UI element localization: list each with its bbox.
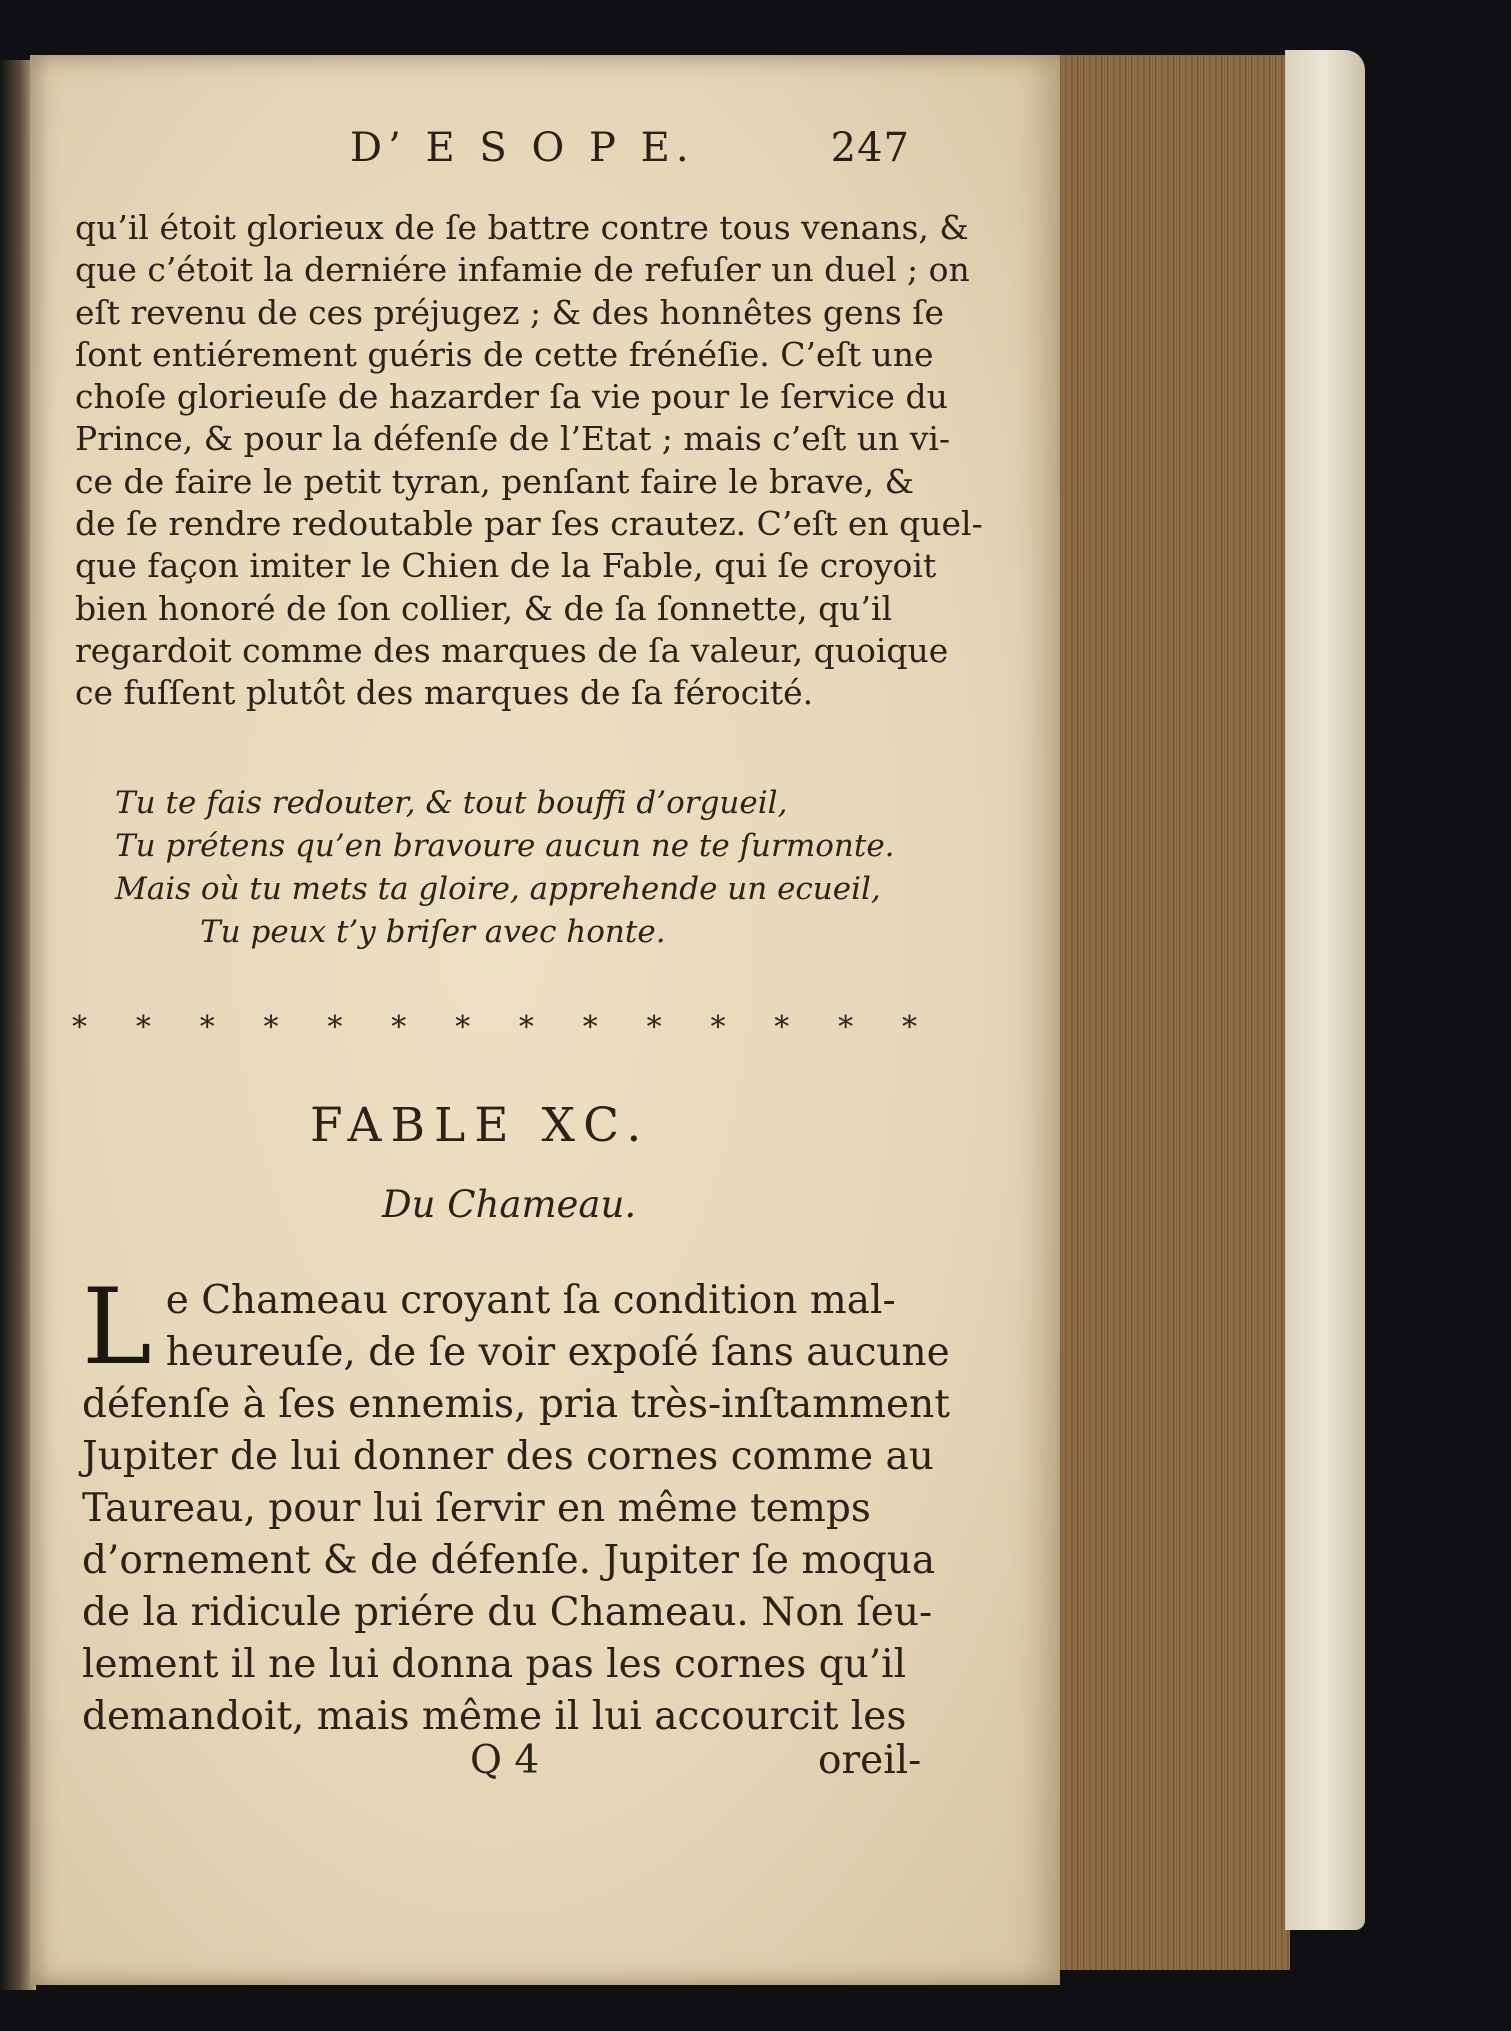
prose-line: Prince, & pour la défenſe de l’Etat ; mais c’eſt un vi- (75, 419, 951, 459)
fable-subtitle: Du Chameau. (382, 1183, 637, 1226)
body-line: défenſe à ſes ennemis, pria très-inſtamment (82, 1382, 950, 1427)
fable-title: FABLE XC. (310, 1098, 651, 1153)
prose-line: choſe glorieuſe de hazarder ſa vie pour le ſervice du (75, 377, 948, 417)
moral-verse (115, 782, 915, 954)
ornament-asterisk: * (901, 1010, 917, 1045)
body-line: de la ridicule priére du Chameau. Non ſeu- (82, 1590, 933, 1635)
verse-line: Tu prétens qu’en bravoure aucun ne te ſurmonte. (115, 828, 895, 864)
prose-line: ce de faire le petit tyran, penſant faire le brave, & (75, 461, 914, 501)
prose-line: ſont entiérement guéris de cette frénéſie. C’eſt une (75, 334, 934, 374)
ornament-asterisk: * (710, 1010, 726, 1045)
prose-line: que c’étoit la derniére infamie de refuſer un duel ; on (75, 250, 970, 290)
body-line: heureuſe, de ſe voir expoſé ſans aucune (165, 1330, 950, 1375)
drop-cap: L (82, 1266, 152, 1388)
vellum-cover-edge (1285, 50, 1365, 1930)
ornament-asterisk: * (582, 1010, 598, 1045)
verse-line: Mais où tu mets ta gloire, apprehende un ecueil, (115, 871, 881, 907)
running-head-title: D’ E S O P E. (350, 125, 695, 171)
body-line: Taureau, pour lui ſervir en même temps (82, 1486, 871, 1531)
prose-line: regardoit comme des marques de ſa valeur, quoique (75, 630, 949, 670)
ornament-asterisk: * (518, 1010, 534, 1045)
prose-line: que façon imiter le Chien de la Fable, qui ſe croyoit (75, 546, 937, 586)
running-head (350, 125, 910, 171)
signature-mark: Q 4 (470, 1738, 540, 1783)
verse-line: Tu peux t’y briſer avec honte. (200, 914, 666, 950)
body-line: lement il ne lui donna pas les cornes qu’il (82, 1642, 907, 1687)
ornament-asterisk: * (646, 1010, 662, 1045)
page-block-edges (1050, 55, 1290, 1970)
prose-line: eſt revenu de ces préjugez ; & des honnêtes gens ſe (75, 292, 944, 332)
ornament-asterisk: * (774, 1010, 790, 1045)
ornament-asterisk: * (838, 1010, 854, 1045)
ornament-asterisk: * (72, 1010, 87, 1045)
page-number: 247 (830, 125, 910, 171)
ornament-asterisk: * (263, 1010, 279, 1045)
catchword: oreil- (818, 1738, 922, 1783)
body-line: Jupiter de lui donner des cornes comme au (82, 1434, 934, 1479)
ornament-asterisk: * (199, 1010, 215, 1045)
prose-line: bien honoré de ſon collier, & de ſa ſonnette, qu’il (75, 588, 893, 628)
prose-line: ce fuſſent plutôt des marques de ſa férocité. (75, 673, 814, 713)
ornament-asterisk: * (391, 1010, 407, 1045)
ornament-asterisk: * (327, 1010, 343, 1045)
prose-line: qu’il étoit glorieux de ſe battre contre tous venans, & (75, 208, 969, 247)
prose-line: de ſe rendre redoutable par ſes crautez. C’eſt en quel- (75, 504, 983, 544)
verse-line: Tu te fais redouter, & tout bouffi d’orgueil, (115, 785, 788, 821)
body-line: demandoit, mais même il lui accourcit les (82, 1694, 907, 1739)
ornament-asterisk: * (455, 1010, 471, 1045)
body-line: d’ornement & de défenſe. Jupiter ſe moqua (82, 1538, 936, 1583)
asterisk-ornament-row (72, 1010, 917, 1045)
ornament-asterisk: * (135, 1010, 151, 1045)
prose-paragraph (75, 207, 983, 715)
fable-body (82, 1266, 950, 1743)
body-line: e Chameau croyant ſa condition mal- (165, 1278, 896, 1323)
